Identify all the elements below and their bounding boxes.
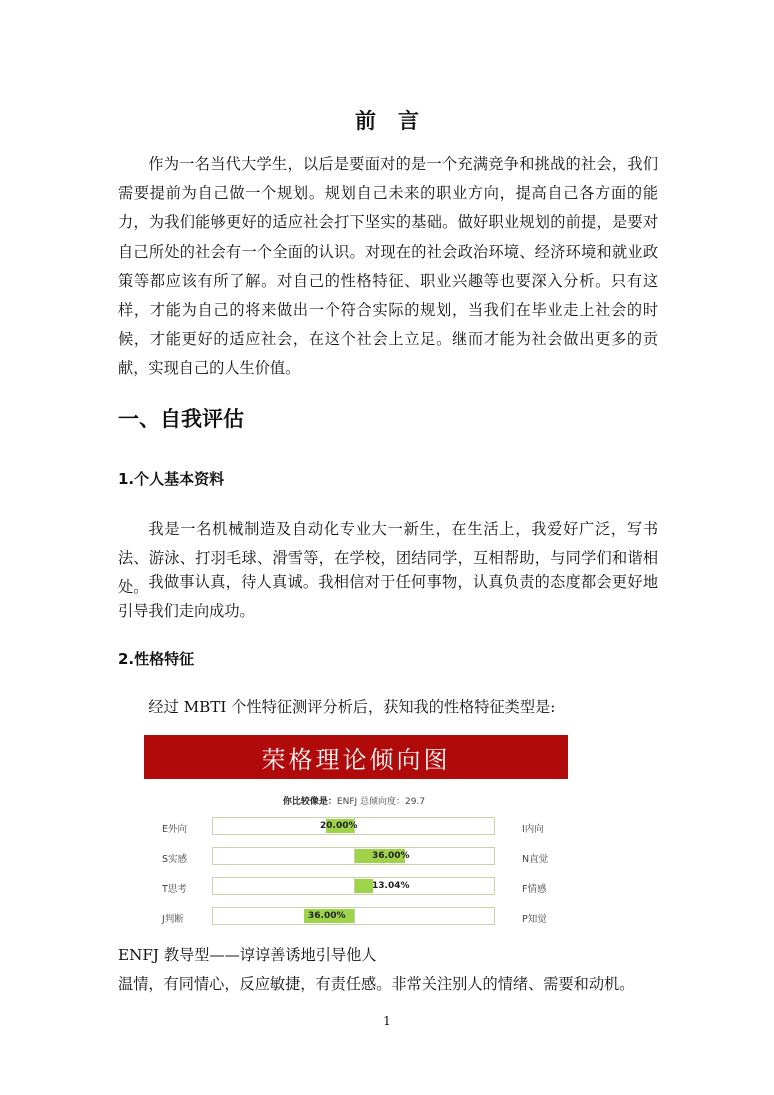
trait-label-left: S实感 xyxy=(162,854,188,865)
trait-bar-value: 36.00% xyxy=(372,851,410,861)
basic-info-paragraph-1: 我是一名机械制造及自动化专业大一新生，在生活上，我爱好广泛，写书法、游泳、打羽毛球、滑雪等，在学校，团结同学，互相帮助，与同学们和谐相处。 xyxy=(118,520,658,597)
trait-label-right: N直觉 xyxy=(522,854,549,865)
trait-label-right: I内向 xyxy=(522,824,544,835)
section-heading-self-assessment: 一、自我评估 xyxy=(118,407,244,431)
basic-info-paragraph-2: 我做事认真，待人真诚。我相信对于任何事物，认真负责的态度都会更好地引导我们走向成功。 xyxy=(118,573,658,621)
trait-label-left: T思考 xyxy=(162,884,187,895)
personality-description: 温情，有同情心，反应敏捷，有责任感。非常关注别人的情绪、需要和动机。 xyxy=(118,975,635,993)
personality-type-line: ENFJ 教导型——谆谆善诱地引导他人 xyxy=(118,946,377,964)
subsection-heading-basic-info: 1.个人基本资料 xyxy=(118,470,225,488)
trait-bar-value: 20.00% xyxy=(320,821,358,831)
preface-paragraph: 作为一名当代大学生，以后是要面对的是一个充满竞争和挑战的社会，我们需要提前为自己做一个规划。规划自己未来的职业方向，提高自己各方面的能力，为我们能够更好的适应社会打下坚实的基础。做好职业规划的前提，是要对自己所处的社会有一个全面的认识。对现在的社会政治环境、经济环境和就业政策等都应该有所了解。对自己的性格特征、职业兴趣等也要深入分析。只有这样，才能为自己的将来做出一个符合实际的规划，当我们在毕业走上社会的时候，才能更好的适应社会，在这个社会上立足。继而才能为社会做出更多的贡献，实现自己的人生价值。 xyxy=(118,155,658,378)
trait-bar-fill xyxy=(355,879,373,893)
trait-label-right: F情感 xyxy=(522,884,547,895)
trait-label-left: J判断 xyxy=(162,914,184,925)
mbti-intro: 经过 MBTI 个性特征测评分析后，获知我的性格特征类型是: xyxy=(148,698,556,716)
mbti-summary-value: ENFJ 总倾向度：29.7 xyxy=(336,797,426,807)
mbti-chart-banner: 荣格理论倾向图 xyxy=(144,735,568,779)
mbti-summary xyxy=(214,794,494,807)
page-title: 前言 xyxy=(355,109,441,133)
trait-label-left: E外向 xyxy=(162,824,188,835)
trait-bar-divider xyxy=(354,907,355,925)
trait-bar-value: 36.00% xyxy=(308,911,346,921)
page-number: 1 xyxy=(383,1014,391,1028)
subsection-heading-personality: 2.性格特征 xyxy=(118,650,195,668)
trait-bar-value: 13.04% xyxy=(372,881,410,891)
mbti-summary-prefix: 你比较像是： xyxy=(282,797,337,807)
trait-label-right: P知觉 xyxy=(522,914,547,925)
